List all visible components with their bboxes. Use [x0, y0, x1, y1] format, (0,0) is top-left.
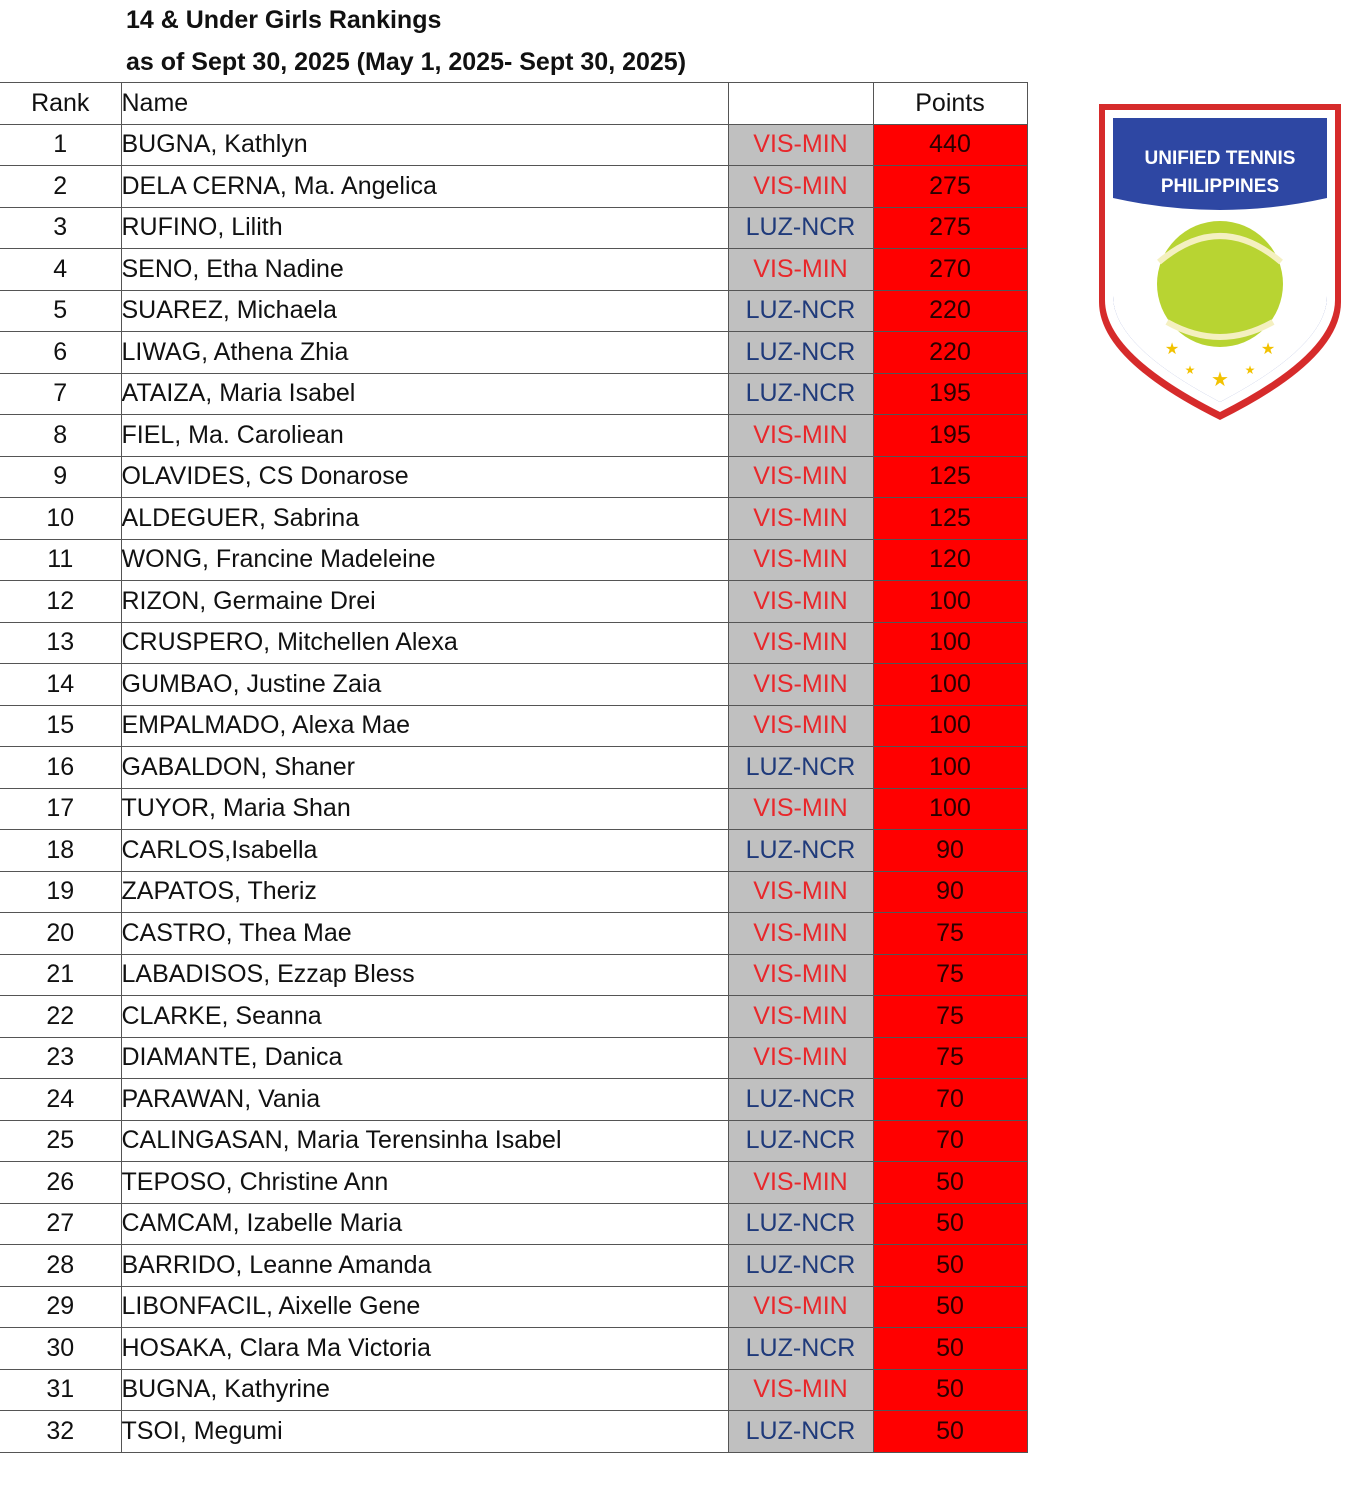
- region-cell: LUZ-NCR: [728, 1411, 873, 1453]
- rank-cell: 14: [0, 664, 121, 706]
- region-cell: VIS-MIN: [728, 456, 873, 498]
- region-cell: VIS-MIN: [728, 913, 873, 955]
- points-cell: 50: [873, 1203, 1027, 1245]
- table-row: [0, 415, 1027, 457]
- region-cell: VIS-MIN: [728, 1162, 873, 1204]
- name-cell: RIZON, Germaine Drei: [121, 581, 728, 623]
- rank-cell: 10: [0, 498, 121, 540]
- region-cell: VIS-MIN: [728, 539, 873, 581]
- name-cell: LIWAG, Athena Zhia: [121, 332, 728, 374]
- table-row: [0, 124, 1027, 166]
- name-cell: DIAMANTE, Danica: [121, 1037, 728, 1079]
- svg-text:★: ★: [1164, 341, 1180, 358]
- rank-cell: 3: [0, 207, 121, 249]
- name-cell: HOSAKA, Clara Ma Victoria: [121, 1328, 728, 1370]
- table-row: [0, 871, 1027, 913]
- table-row: [0, 1286, 1027, 1328]
- points-cell: 50: [873, 1286, 1027, 1328]
- name-cell: ATAIZA, Maria Isabel: [121, 373, 728, 415]
- region-cell: LUZ-NCR: [728, 830, 873, 872]
- points-cell: 100: [873, 622, 1027, 664]
- region-cell: VIS-MIN: [728, 124, 873, 166]
- name-cell: BUGNA, Kathlyn: [121, 124, 728, 166]
- name-cell: GABALDON, Shaner: [121, 747, 728, 789]
- name-cell: BARRIDO, Leanne Amanda: [121, 1245, 728, 1287]
- region-cell: VIS-MIN: [728, 249, 873, 291]
- name-cell: RUFINO, Lilith: [121, 207, 728, 249]
- points-cell: 90: [873, 871, 1027, 913]
- name-cell: CASTRO, Thea Mae: [121, 913, 728, 955]
- table-row: [0, 1411, 1027, 1453]
- points-cell: 440: [873, 124, 1027, 166]
- column-header-rank: Rank: [0, 83, 121, 125]
- table-row: [0, 996, 1027, 1038]
- name-cell: EMPALMADO, Alexa Mae: [121, 705, 728, 747]
- region-cell: VIS-MIN: [728, 788, 873, 830]
- rank-cell: 18: [0, 830, 121, 872]
- region-cell: VIS-MIN: [728, 1037, 873, 1079]
- region-cell: VIS-MIN: [728, 996, 873, 1038]
- table-row: [0, 166, 1027, 208]
- unified-tennis-philippines-logo: [1097, 102, 1343, 422]
- name-cell: GUMBAO, Justine Zaia: [121, 664, 728, 706]
- points-cell: 275: [873, 207, 1027, 249]
- points-cell: 75: [873, 996, 1027, 1038]
- region-cell: VIS-MIN: [728, 871, 873, 913]
- table-row: [0, 1245, 1027, 1287]
- points-cell: 70: [873, 1120, 1027, 1162]
- region-cell: LUZ-NCR: [728, 373, 873, 415]
- rank-cell: 20: [0, 913, 121, 955]
- name-cell: BUGNA, Kathyrine: [121, 1369, 728, 1411]
- table-row: [0, 705, 1027, 747]
- table-header-row: [0, 83, 1027, 125]
- name-cell: CARLOS,Isabella: [121, 830, 728, 872]
- table-row: [0, 1120, 1027, 1162]
- region-cell: LUZ-NCR: [728, 1120, 873, 1162]
- table-row: [0, 539, 1027, 581]
- table-row: [0, 788, 1027, 830]
- rank-cell: 21: [0, 954, 121, 996]
- name-cell: TSOI, Megumi: [121, 1411, 728, 1453]
- region-cell: VIS-MIN: [728, 1369, 873, 1411]
- points-cell: 100: [873, 788, 1027, 830]
- region-cell: VIS-MIN: [728, 498, 873, 540]
- name-cell: CLARKE, Seanna: [121, 996, 728, 1038]
- page-title: 14 & Under Girls Rankings: [126, 6, 442, 34]
- points-cell: 50: [873, 1245, 1027, 1287]
- points-cell: 75: [873, 1037, 1027, 1079]
- points-cell: 50: [873, 1411, 1027, 1453]
- region-cell: LUZ-NCR: [728, 1328, 873, 1370]
- rank-cell: 15: [0, 705, 121, 747]
- table-row: [0, 498, 1027, 540]
- rank-cell: 29: [0, 1286, 121, 1328]
- name-cell: CRUSPERO, Mitchellen Alexa: [121, 622, 728, 664]
- rank-cell: 27: [0, 1203, 121, 1245]
- svg-text:★: ★: [1260, 341, 1276, 358]
- rank-cell: 4: [0, 249, 121, 291]
- region-cell: LUZ-NCR: [728, 747, 873, 789]
- points-cell: 100: [873, 747, 1027, 789]
- points-cell: 125: [873, 498, 1027, 540]
- rank-cell: 30: [0, 1328, 121, 1370]
- rank-cell: 8: [0, 415, 121, 457]
- column-header-region: [728, 83, 873, 125]
- rank-cell: 19: [0, 871, 121, 913]
- name-cell: TEPOSO, Christine Ann: [121, 1162, 728, 1204]
- region-cell: VIS-MIN: [728, 581, 873, 623]
- name-cell: CAMCAM, Izabelle Maria: [121, 1203, 728, 1245]
- points-cell: 100: [873, 664, 1027, 706]
- region-cell: VIS-MIN: [728, 954, 873, 996]
- rankings-table: [0, 82, 1028, 1453]
- rank-cell: 32: [0, 1411, 121, 1453]
- name-cell: FIEL, Ma. Caroliean: [121, 415, 728, 457]
- table-row: [0, 1162, 1027, 1204]
- points-cell: 70: [873, 1079, 1027, 1121]
- points-cell: 125: [873, 456, 1027, 498]
- table-row: [0, 581, 1027, 623]
- points-cell: 100: [873, 581, 1027, 623]
- table-row: [0, 332, 1027, 374]
- points-cell: 75: [873, 954, 1027, 996]
- points-cell: 195: [873, 373, 1027, 415]
- rank-cell: 7: [0, 373, 121, 415]
- name-cell: SUAREZ, Michaela: [121, 290, 728, 332]
- svg-text:★: ★: [1211, 369, 1229, 391]
- column-header-points: Points: [873, 83, 1027, 125]
- rank-cell: 16: [0, 747, 121, 789]
- rank-cell: 1: [0, 124, 121, 166]
- table-row: [0, 1203, 1027, 1245]
- points-cell: 100: [873, 705, 1027, 747]
- region-cell: VIS-MIN: [728, 664, 873, 706]
- name-cell: ZAPATOS, Theriz: [121, 871, 728, 913]
- region-cell: LUZ-NCR: [728, 332, 873, 374]
- table-row: [0, 830, 1027, 872]
- rank-cell: 11: [0, 539, 121, 581]
- table-row: [0, 456, 1027, 498]
- rank-cell: 6: [0, 332, 121, 374]
- region-cell: LUZ-NCR: [728, 1079, 873, 1121]
- svg-text:★: ★: [1184, 363, 1196, 377]
- name-cell: ALDEGUER, Sabrina: [121, 498, 728, 540]
- logo-text-line2: PHILIPPINES: [1160, 176, 1280, 197]
- points-cell: 270: [873, 249, 1027, 291]
- name-cell: PARAWAN, Vania: [121, 1079, 728, 1121]
- page-subtitle: as of Sept 30, 2025 (May 1, 2025- Sept 30, 2025): [126, 48, 687, 76]
- name-cell: WONG, Francine Madeleine: [121, 539, 728, 581]
- region-cell: LUZ-NCR: [728, 290, 873, 332]
- table-row: [0, 747, 1027, 789]
- points-cell: 120: [873, 539, 1027, 581]
- table-row: [0, 373, 1027, 415]
- points-cell: 220: [873, 290, 1027, 332]
- rank-cell: 2: [0, 166, 121, 208]
- name-cell: CALINGASAN, Maria Terensinha Isabel: [121, 1120, 728, 1162]
- name-cell: SENO, Etha Nadine: [121, 249, 728, 291]
- table-row: [0, 664, 1027, 706]
- points-cell: 275: [873, 166, 1027, 208]
- points-cell: 75: [873, 913, 1027, 955]
- rank-cell: 22: [0, 996, 121, 1038]
- points-cell: 220: [873, 332, 1027, 374]
- rank-cell: 26: [0, 1162, 121, 1204]
- region-cell: LUZ-NCR: [728, 207, 873, 249]
- points-cell: 195: [873, 415, 1027, 457]
- region-cell: VIS-MIN: [728, 622, 873, 664]
- points-cell: 50: [873, 1162, 1027, 1204]
- name-cell: LABADISOS, Ezzap Bless: [121, 954, 728, 996]
- table-row: [0, 1328, 1027, 1370]
- name-cell: TUYOR, Maria Shan: [121, 788, 728, 830]
- table-row: [0, 207, 1027, 249]
- points-cell: 90: [873, 830, 1027, 872]
- rank-cell: 24: [0, 1079, 121, 1121]
- name-cell: OLAVIDES, CS Donarose: [121, 456, 728, 498]
- name-cell: DELA CERNA, Ma. Angelica: [121, 166, 728, 208]
- logo-text-line1: UNIFIED TENNIS: [1144, 148, 1296, 169]
- region-cell: VIS-MIN: [728, 705, 873, 747]
- region-cell: VIS-MIN: [728, 1286, 873, 1328]
- points-cell: 50: [873, 1328, 1027, 1370]
- table-row: [0, 954, 1027, 996]
- rank-cell: 12: [0, 581, 121, 623]
- table-row: [0, 1037, 1027, 1079]
- table-row: [0, 622, 1027, 664]
- rank-cell: 25: [0, 1120, 121, 1162]
- table-row: [0, 1369, 1027, 1411]
- table-body: [0, 124, 1027, 1452]
- rank-cell: 9: [0, 456, 121, 498]
- column-header-name: Name: [121, 83, 728, 125]
- region-cell: VIS-MIN: [728, 166, 873, 208]
- points-cell: 50: [873, 1369, 1027, 1411]
- rank-cell: 5: [0, 290, 121, 332]
- table-row: [0, 249, 1027, 291]
- table-row: [0, 913, 1027, 955]
- name-cell: LIBONFACIL, Aixelle Gene: [121, 1286, 728, 1328]
- region-cell: LUZ-NCR: [728, 1245, 873, 1287]
- rank-cell: 28: [0, 1245, 121, 1287]
- table-row: [0, 1079, 1027, 1121]
- rank-cell: 23: [0, 1037, 121, 1079]
- svg-text:★: ★: [1244, 363, 1256, 377]
- region-cell: LUZ-NCR: [728, 1203, 873, 1245]
- rank-cell: 31: [0, 1369, 121, 1411]
- rank-cell: 13: [0, 622, 121, 664]
- table-row: [0, 290, 1027, 332]
- rank-cell: 17: [0, 788, 121, 830]
- region-cell: VIS-MIN: [728, 415, 873, 457]
